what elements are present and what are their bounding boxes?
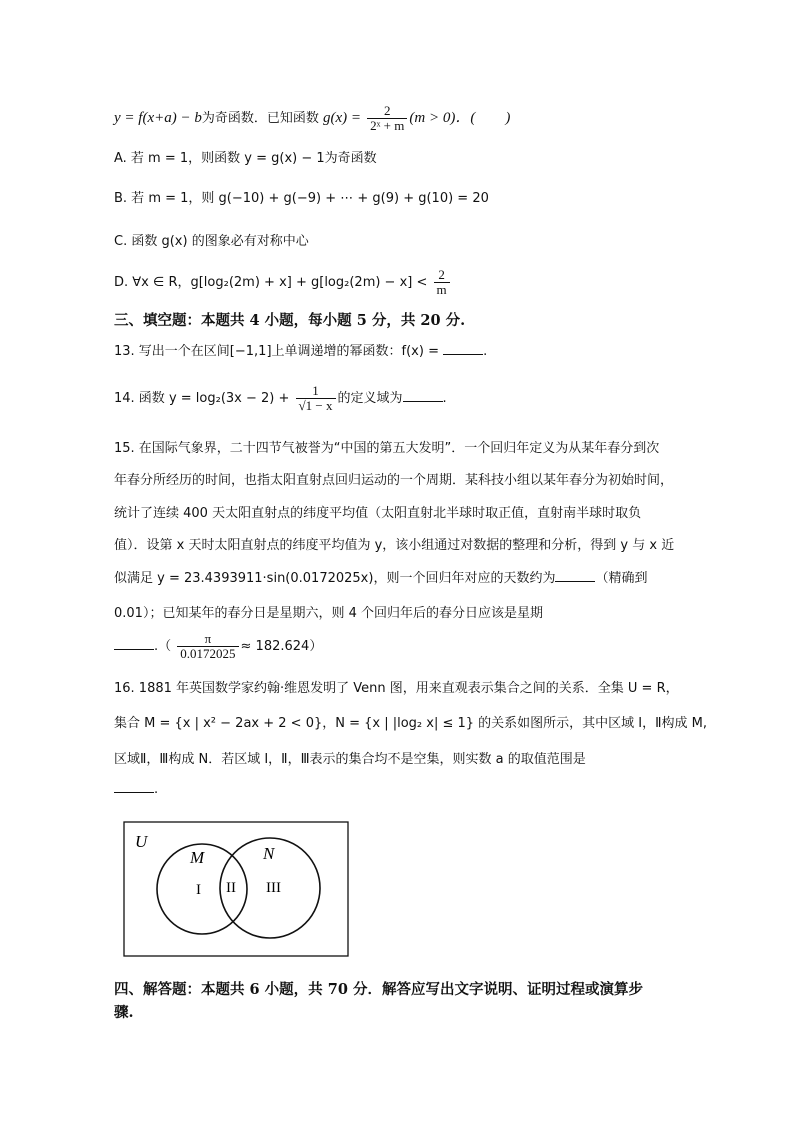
question-13 (114, 342, 487, 361)
section-four-heading-line-1: 四、解答题：本题共 6 小题，共 70 分．解答应写出文字说明、证明过程或演算步 (114, 981, 643, 998)
q14-answer-blank (403, 389, 443, 402)
q14-numerator: 1 (296, 384, 336, 399)
g-denominator: 2ˣ + m (370, 118, 405, 133)
q15-line-5-end: （精确到 (595, 571, 648, 586)
venn-label-u: U (135, 832, 148, 851)
venn-region-2: II (226, 880, 236, 896)
section-four-heading-line-2: 骤. (114, 1004, 134, 1021)
option-c: C. 函数 g(x) 的图象必有对称中心 (114, 234, 309, 249)
q13-text: 13. 写出一个在区间[−1,1]上单调递增的幂函数：f(x) = (114, 344, 439, 359)
premise-line (114, 104, 510, 133)
q15-line-2: 年春分所经历的时间，也指太阳直射点回归运动的一个周期．某科技小组以某年春分为初始时间， (114, 473, 674, 488)
option-a: A. 若 m = 1，则函数 y = g(x) − 1为奇函数 (114, 151, 377, 166)
venn-region-3: III (266, 880, 281, 896)
q16-line-3: 区域Ⅱ，Ⅲ构成 N．若区域 Ⅰ，Ⅱ，Ⅲ表示的集合均不是空集，则实数 a 的取值范围是 (114, 752, 586, 767)
q15-line-6: 0.01）；已知某年的春分日是星期六，则 4 个回归年后的春分日应该是星期 (114, 606, 543, 621)
option-d (114, 268, 452, 297)
option-d-denominator: m (436, 282, 447, 297)
venn-region-1: I (196, 882, 201, 898)
q14-end: . (442, 391, 447, 406)
q15-answer-blank-2 (114, 637, 154, 650)
g-numerator: 2 (367, 104, 407, 119)
option-b: B. 若 m = 1，则 g(−10) + g(−9) + ⋯ + g(9) + g(10) = 20 (114, 191, 489, 206)
option-d-text: D. ∀x ∈ R，g[log₂(2m) + x] + g[log₂(2m) − x] < (114, 275, 428, 290)
q14-text: 14. 函数 y = log₂(3x − 2) + (114, 391, 290, 406)
q13-answer-blank (443, 342, 483, 355)
q15-answer-blank-1 (555, 569, 595, 582)
q16-end: . (154, 782, 159, 797)
premise-math: y = f(x+a) − b (114, 110, 202, 126)
venn-label-n: N (263, 844, 275, 863)
q15-line-1: 15. 在国际气象界，二十四节气被誉为“中国的第五大发明”．一个回归年定义为从某年春分到次 (114, 441, 660, 456)
q15-line-7-mid: .（ (154, 639, 172, 654)
q15-line-7 (114, 632, 322, 661)
q13-end: . (483, 344, 488, 359)
option-d-fraction (434, 268, 450, 297)
q15-line-4: 值）．设第 x 天时太阳直射点的纬度平均值为 y，该小组通过对数据的整理和分析，得到 y 与 x 近 (114, 538, 675, 553)
q15-fraction (177, 632, 238, 661)
q16-line-1: 16. 1881 年英国数学家约翰·维恩发明了 Venn 图，用来直观表示集合之间的关系．全集 U = R， (114, 681, 679, 696)
q14-fraction (296, 384, 336, 413)
q15-line-7-end: ≈ 182.624） (240, 639, 323, 654)
venn-label-m: M (190, 848, 205, 867)
option-d-numerator: 2 (434, 268, 450, 283)
q16-line-4 (114, 780, 158, 799)
q16-line-2: 集合 M = {x | x² − 2ax + 2 < 0}，N = {x | |log₂ x| ≤ 1} 的关系如图所示，其中区域 Ⅰ，Ⅱ构成 M, (114, 716, 708, 731)
premise-text: 为奇函数．已知函数 (201, 111, 319, 126)
question-14 (114, 384, 447, 413)
section-three-heading: 三、填空题：本题共 4 小题，每小题 5 分，共 20 分. (114, 312, 466, 329)
q14-denominator: √1 − x (298, 398, 333, 413)
q15-denominator: 0.0172025 (180, 646, 236, 661)
g-definition: g(x) = (323, 110, 362, 126)
venn-diagram (123, 821, 353, 961)
q15-line-3: 统计了连续 400 天太阳直射点的纬度平均值（太阳直射北半球时取正值，直射南半球时取负 (114, 506, 642, 521)
q16-answer-blank (114, 780, 154, 793)
q15-line-5-text: 似满足 y = 23.4393911·sin(0.0172025x)，则一个回归年对应的天数约为 (114, 571, 556, 586)
q15-numerator: π (177, 632, 238, 647)
q15-line-5 (114, 569, 647, 588)
q14-text-post: 的定义域为 (337, 391, 403, 406)
g-condition: (m > 0)．( ) (409, 110, 511, 126)
g-fraction (367, 104, 407, 133)
